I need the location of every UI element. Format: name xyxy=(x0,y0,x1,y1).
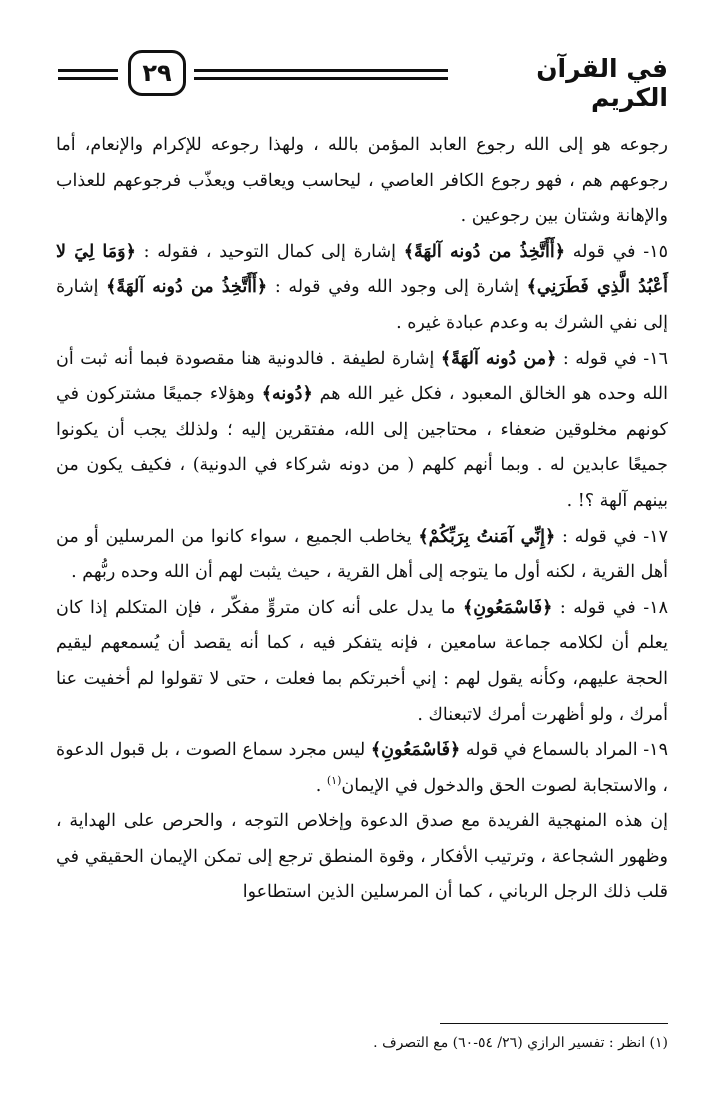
paragraph-text: ١٩- المراد بالسماع في قوله xyxy=(460,740,668,761)
paragraph xyxy=(56,591,668,733)
paragraph xyxy=(56,733,668,804)
footnote-separator xyxy=(440,1023,668,1024)
paragraph-text: يخاطب الجميع ، سواء كانوا من المرسلين أو من أهل القرية ، لكنه أول ما يتوجه إلى أهل القرية ، حيث يثبت لهم أن الله وحده ربُّهم . xyxy=(56,526,668,583)
quran-quote: ﴿وَمَا لِيَ لا أَعْبُدُ الَّذِي فَطَرَنِي﴾ xyxy=(56,241,669,298)
page-number: ٢٩ xyxy=(128,50,186,96)
paragraph xyxy=(56,342,668,520)
paragraph xyxy=(56,520,668,591)
footnote-marker: (١) xyxy=(326,773,342,787)
paragraph xyxy=(56,804,668,911)
paragraph xyxy=(56,235,668,342)
footnote: (١) انظر : تفسير الرازي (٢٦/ ٥٤-٦٠) مع التصرف . xyxy=(373,1035,668,1051)
paragraph-text: ما يدل على أنه كان متروٍّ مفكّر ، فإن المتكلم إذا كان يعلم أن لكلامه جماعة سامعين ، فإنه يتفكر فيه ، كما أنه يقصد أن يُسمعهم ليقيم الحجة عليهم، وكأنه يقول لهم : إني أخبرتكم بما فعلت ، حتى لا تقولوا لم أخفيت عنا أمرك ، ولو أظهرت أمرك لاتبعناك . xyxy=(56,597,668,725)
quran-quote: ﴿فَاسْمَعُونِ﴾ xyxy=(463,597,553,618)
paragraph-text: إشارة إلى وجود الله وفي قوله : xyxy=(267,277,527,298)
paragraph-text: ١٦- في قوله : xyxy=(556,348,669,369)
paragraph-text: ليس مجرد سماع الصوت ، بل قبول الدعوة ، والاستجابة لصوت الحق والدخول في الإيمان xyxy=(56,740,668,796)
paragraph-text: ١٧- في قوله : xyxy=(555,526,668,547)
paragraph xyxy=(56,128,668,235)
quran-quote: ﴿أَأَتَّخِذُ من دُونه آلهَةً﴾ xyxy=(403,241,565,262)
paragraph-text: وهؤلاء جميعًا مشتركون في كونهم مخلوقين ضعفاء ، محتاجين إلى الله، مفتقرين إليه ؛ ولذلك يجب أن يكونوا جميعًا عابدين له . وبما أنهم كلهم ( من دونه شركاء في الدونية) ، فكيف يكون من بينهم آلهة ؟! . xyxy=(56,384,668,511)
quran-quote: ﴿من دُونه آلهَةً﴾ xyxy=(440,348,557,369)
quran-quote: ﴿دُونه﴾ xyxy=(261,384,313,405)
paragraph-text: . xyxy=(315,775,327,796)
quran-quote: ﴿فَاسْمَعُونِ﴾ xyxy=(370,740,461,761)
paragraph-text: ١٥- في قوله xyxy=(565,241,668,262)
header-rule-left xyxy=(58,69,118,80)
paragraph-text: إشارة لطيفة . فالدونية هنا مقصودة فبما أنه ثبت أن الله وحده هو الخالق المعبود ، فكل غير الله هم xyxy=(56,348,668,405)
page-header xyxy=(58,48,668,112)
running-title: في القرآن الكريم xyxy=(536,54,668,112)
paragraph-text: رجوعه هو إلى الله رجوع العابد المؤمن بالله ، ولهذا رجوعه للإكرام والإنعام، أما رجوعهم هم ، فهو رجوع الكافر العاصي ، ليحاسب ويعاقب ويعذّب فرجوعهم للعذاب والإهانة وشتان بين رجوعين . xyxy=(56,135,668,227)
quran-quote: ﴿إِنِّي آمَنتُ بِرَبِّكُمْ﴾ xyxy=(418,526,556,547)
paragraph-text: ١٨- في قوله : xyxy=(552,597,668,618)
header-rule-middle xyxy=(194,69,448,80)
quran-quote: ﴿أَأَتَّخِذُ من دُونه آلهَةً﴾ xyxy=(106,277,268,298)
paragraph-text: إشارة إلى كمال التوحيد ، فقوله : xyxy=(135,241,404,262)
body-text xyxy=(56,128,668,911)
paragraph-text: إن هذه المنهجية الفريدة مع صدق الدعوة وإخلاص التوجه ، والحرص على الهداية ، وظهور الشجاعة ، وترتيب الأفكار ، وقوة المنطق ترجع إلى تمكن الإيمان الحقيقي في قلب ذلك الرجل الرباني ، كما أن المرسلين الذين استطاعوا xyxy=(56,811,668,903)
paragraph-text: إشارة إلى نفي الشرك به وعدم عبادة غيره . xyxy=(56,277,668,333)
